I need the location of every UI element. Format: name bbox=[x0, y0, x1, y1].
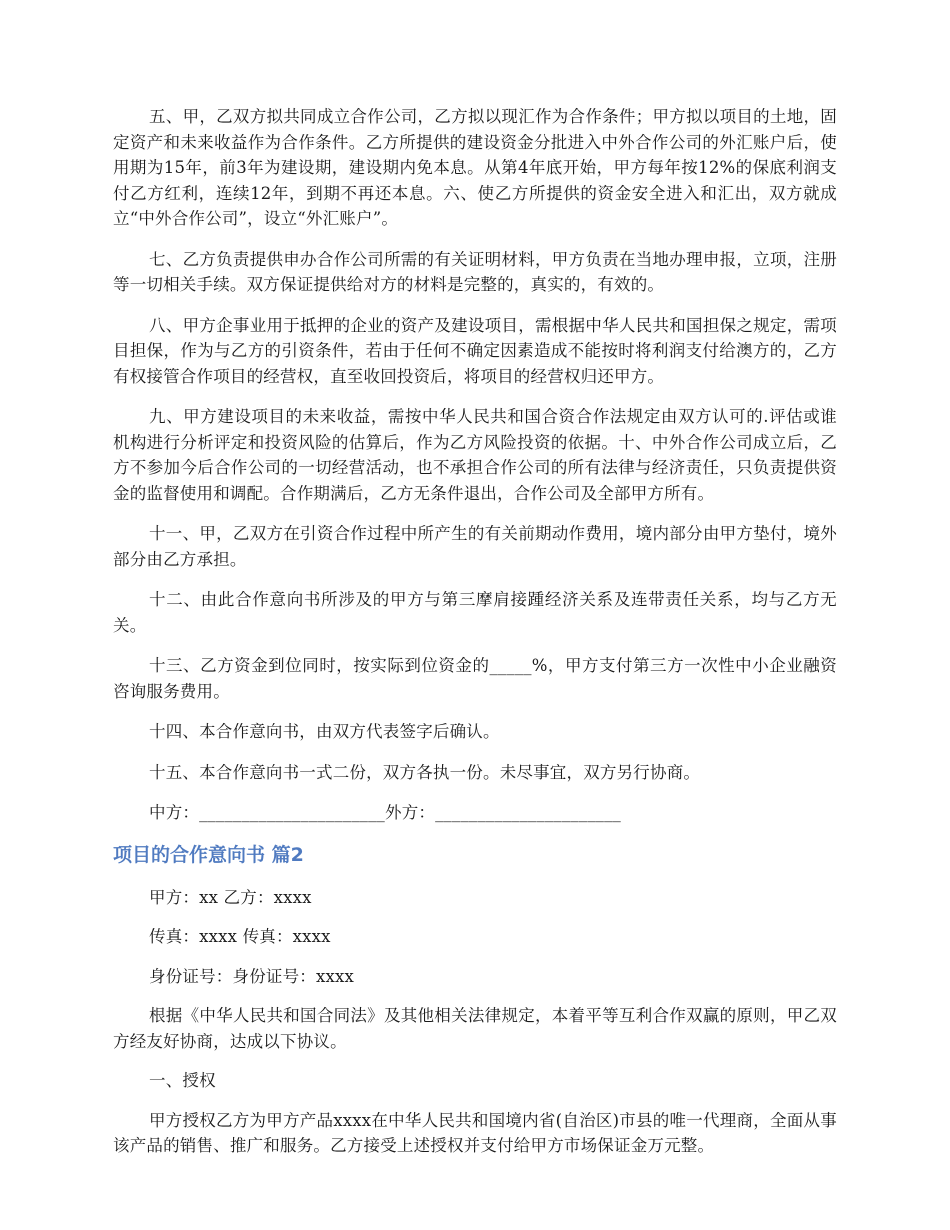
section-2-heading: 项目的合作意向书 篇2 bbox=[113, 843, 304, 866]
id-number-line: 身份证号：身份证号：xxxx bbox=[149, 966, 355, 986]
paragraph-clause-11: 十一、甲，乙双方在引资合作过程中所产生的有关前期动作费用，境内部分由甲方垫付，境外部分由乙方承担。 bbox=[113, 524, 837, 569]
paragraph-clause-8: 八、甲方企事业用于抵押的企业的资产及建设项目，需根据中华人民共和国担保之规定，需项目担保，作为与乙方的引资条件，若由于任何不确定因素造成不能按时将利润支付给澳方的，乙方有权接管合作项目的经营权，直至收回投资后，将项目的经营权归还甲方。 bbox=[113, 315, 837, 386]
section-1 bbox=[113, 104, 837, 826]
preamble-paragraph: 根据《中华人民共和国合同法》及其他相关法律规定，本着平等互利合作双赢的原则，甲乙双方经友好协商，达成以下协议。 bbox=[113, 1006, 837, 1051]
authorization-paragraph: 甲方授权乙方为甲方产品xxxx在中华人民共和国境内省(自治区)市县的唯一代理商，全面从事该产品的销售、推广和服务。乙方接受上述授权并支付给甲方市场保证金万元整。 bbox=[113, 1110, 837, 1155]
paragraph-clause-7: 七、乙方负责提供申办合作公司所需的有关证明材料，甲方负责在当地办理申报，立项，注册等一切相关手续。双方保证提供给对方的材料是完整的，真实的，有效的。 bbox=[113, 249, 837, 294]
paragraph-clause-5-6: 五、甲，乙双方拟共同成立合作公司，乙方拟以现汇作为合作条件；甲方拟以项目的土地，固定资产和未来收益作为合作条件。乙方所提供的建设资金分批进入中外合作公司的外汇账户后，使用期为15年，前3年为建设期，建设期内免本息。从第4年底开始，甲方每年按12%的保底利润支付乙方红利，连续12年，到期不再还本息。六、使乙方所提供的资金安全进入和汇出，双方就成立“中外合作公司”，设立“外汇账户”。 bbox=[113, 107, 837, 228]
section-2 bbox=[113, 885, 837, 1159]
paragraph-clause-9-10: 九、甲方建设项目的未来收益，需按中华人民共和国合资合作法规定由双方认可的.评估或谁机构进行分析评定和投资风险的估算后，作为乙方风险投资的依据。十、中外合作公司成立后，乙方不参加今后合作公司的一切经营活动，也不承担合作公司的所有法律与经济责任，只负责提供资金的监督使用和调配。合作期满后，乙方无条件退出，合作公司及全部甲方所有。 bbox=[113, 407, 837, 503]
party-names: 甲方：xx 乙方：xxxx bbox=[149, 887, 312, 907]
paragraph-clause-14: 十四、本合作意向书，由双方代表签字后确认。 bbox=[149, 722, 500, 741]
fax-line: 传真：xxxx 传真：xxxx bbox=[149, 927, 331, 946]
paragraph-clause-12: 十二、由此合作意向书所涉及的甲方与第三摩肩接踵经济关系及连带责任关系，均与乙方无关。 bbox=[113, 590, 837, 635]
clause-1-title: 一、授权 bbox=[149, 1071, 216, 1090]
paragraph-clause-15: 十五、本合作意向书一式二份，双方各执一份。未尽事宜，双方另行协商。 bbox=[149, 762, 701, 782]
signature-line: 中方：______________________外方：______________________ bbox=[149, 803, 621, 822]
paragraph-clause-13: 十三、乙方资金到位同时，按实际到位资金的_____%，甲方支付第三方一次性中小企业融资咨询服务费用。 bbox=[113, 656, 837, 701]
